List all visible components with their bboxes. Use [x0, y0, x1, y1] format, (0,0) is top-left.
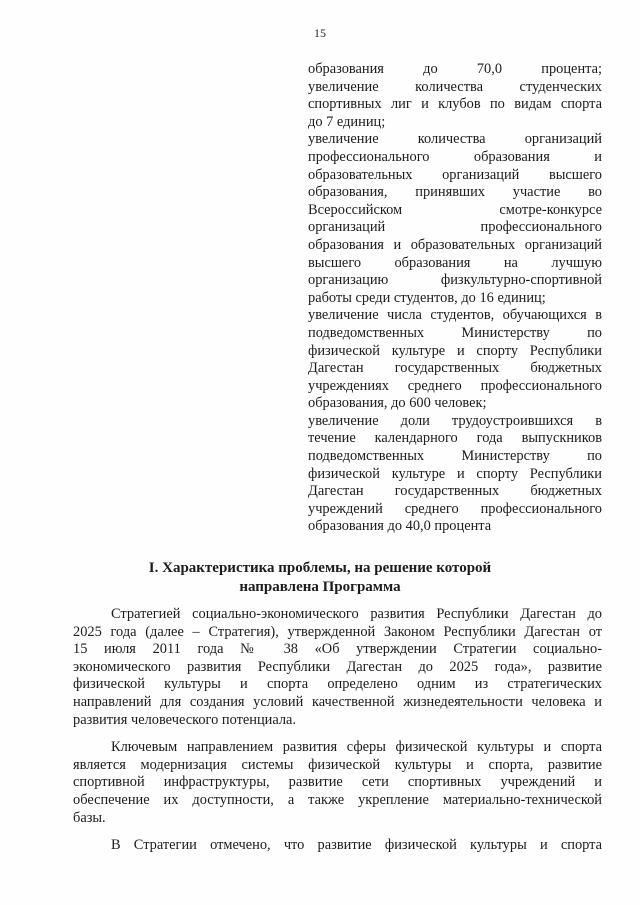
goal-text-line: физической культуре и спорту Республики	[308, 342, 602, 359]
section-heading-line: направлена Программа	[239, 578, 401, 595]
paragraph	[73, 837, 602, 855]
goal-text-line: увеличение количества студенческих	[308, 78, 602, 95]
goal-text-line: профессионального образования и	[308, 148, 602, 165]
paragraph-line: 15 июля 2011 года № 38 «Об утверждении Стратегии социально-	[73, 641, 602, 658]
paragraph-line: В Стратегии отмечено, что развитие физической культуры и спорта	[111, 837, 602, 854]
goal-text-line: образования до 70,0 процента;	[308, 61, 602, 77]
paragraph-line: развития человеческого потенциала.	[73, 711, 297, 728]
goal-text-line: подведомственных Министерству по	[308, 448, 602, 465]
goal-text-line: увеличение доли трудоустроившихся в	[308, 412, 602, 429]
goal-text-line: образовательных организаций высшего	[308, 166, 602, 183]
goal-text-line: работы среди студентов, до 16 единиц;	[308, 289, 546, 306]
paragraph-line: 2025 года (далее – Стратегия), утвержденной Законом Республики Дагестан от	[73, 623, 602, 640]
paragraph-line: направлений для создания условий качественной жизнедеятельности человека и	[73, 693, 602, 710]
goal-text-line: Всероссийском смотре-конкурсе	[308, 201, 602, 218]
paragraph-line: Стратегией социально-экономического развития Республики Дагестан до	[111, 606, 602, 622]
goal-text-line: Дагестан государственных бюджетных	[308, 360, 602, 377]
goal-text-line: образования и образовательных организаций	[308, 236, 602, 253]
goal-text-line: образования до 40,0 процента	[308, 518, 492, 535]
goals-list	[308, 61, 602, 536]
goal-text-line: организаций профессионального	[308, 219, 602, 236]
goal-text-line: высшего образования на лучшую	[308, 254, 602, 271]
body-text	[73, 606, 602, 855]
goal-text-line: Дагестан государственных бюджетных	[308, 483, 602, 500]
goal-text-line: течение календарного года выпускников	[308, 430, 602, 447]
goal-text-line: образования, принявших участие во	[308, 184, 602, 201]
goal-text-line: организацию физкультурно-спортивной	[308, 272, 602, 289]
paragraph-line: Ключевым направлением развития сферы физической культуры и спорта	[111, 739, 602, 756]
goal-text-line: до 7 единиц;	[308, 113, 386, 130]
goal-text-line: физической культуре и спорту Республики	[308, 465, 602, 482]
paragraph-line: экономического развития Республики Дагестан до 2025 года», развитие	[73, 658, 602, 675]
goal-text-line: учреждениях среднего профессионального	[308, 377, 602, 394]
paragraph-line: спортивной инфраструктуры, развитие сети спортивных учреждений и	[73, 774, 602, 791]
goal-text-line: образования, до 600 человек;	[308, 395, 487, 412]
paragraph	[73, 739, 602, 827]
paragraph-line: является модернизация системы физической культуры и спорта, развитие	[73, 756, 602, 773]
goal-text-line: учреждений среднего профессионального	[308, 500, 602, 517]
page-number: 15	[314, 26, 326, 40]
goal-text-line: спортивных лиг и клубов по видам спорта	[308, 96, 602, 113]
goal-text-line: увеличение количества организаций	[308, 131, 602, 148]
section-heading	[0, 559, 640, 596]
paragraph	[73, 606, 602, 729]
paragraph-line: физической культуры и спорта определено одним из стратегических	[73, 676, 602, 693]
goal-text-line: подведомственных Министерству по	[308, 324, 602, 341]
goal-text-line: увеличение числа студентов, обучающихся в	[308, 307, 602, 324]
paragraph-line: обеспечение их доступности, а также укрепление материально-технической	[73, 791, 602, 808]
section-heading-line: I. Характеристика проблемы, на решение которой	[148, 560, 492, 576]
paragraph-line: базы.	[73, 809, 106, 826]
